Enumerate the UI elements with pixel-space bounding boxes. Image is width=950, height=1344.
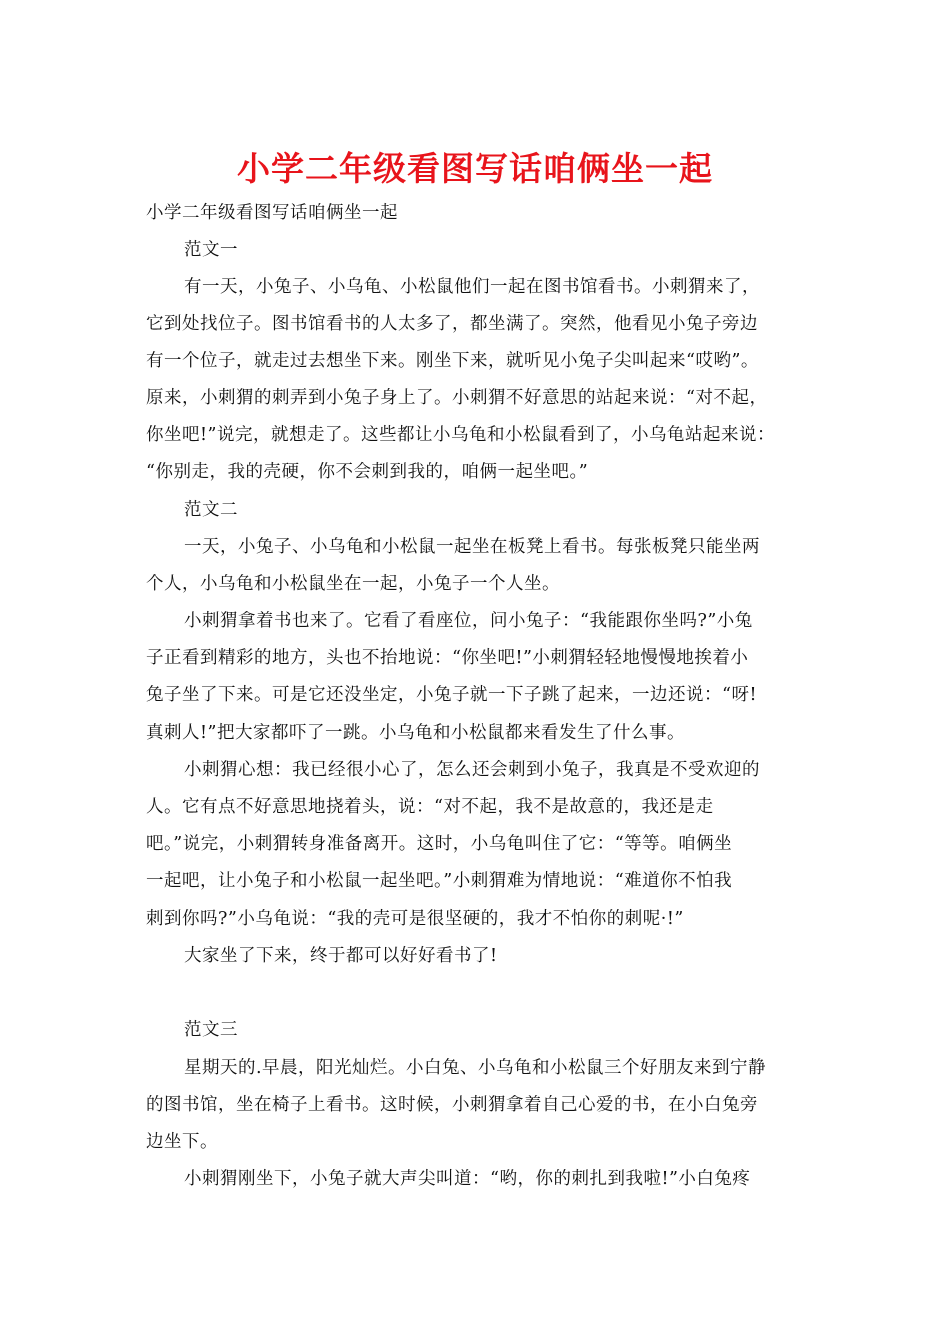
paragraph-line: 有一天，小兔子、小乌龟、小松鼠他们一起在图书馆看书。小刺猬来了， bbox=[184, 277, 760, 297]
paragraph-line: 兔子坐了下来。可是它还没坐定，小兔子就一下子跳了起来，一边还说：“呀! bbox=[146, 685, 757, 705]
paragraph-line: 小刺猬拿着书也来了。它看了看座位，问小兔子：“我能跟你坐吗?”小兔 bbox=[184, 611, 753, 631]
paragraph-line: 小刺猬刚坐下，小兔子就大声尖叫道：“哟，你的刺扎到我啦!”小白兔疼 bbox=[184, 1169, 751, 1189]
paragraph-line: 边坐下。 bbox=[146, 1132, 218, 1152]
paragraph-line: 一起吧，让小兔子和小松鼠一起坐吧。”小刺猬难为情地说：“难道你不怕我 bbox=[146, 871, 733, 891]
paragraph-line: 小刺猬心想：我已经很小心了，怎么还会刺到小兔子，我真是不受欢迎的 bbox=[184, 760, 760, 780]
paragraph-line: 一天，小兔子、小乌龟和小松鼠一起坐在板凳上看书。每张板凳只能坐两 bbox=[184, 537, 760, 557]
subtitle-line: 小学二年级看图写话咱俩坐一起 bbox=[146, 203, 398, 223]
paragraph-line: 它到处找位子。图书馆看书的人太多了，都坐满了。突然，他看见小兔子旁边 bbox=[146, 314, 758, 334]
paragraph-line: 个人，小乌龟和小松鼠坐在一起，小兔子一个人坐。 bbox=[146, 574, 560, 594]
document-title: 小学二年级看图写话咱俩坐一起 bbox=[237, 149, 713, 188]
paragraph-line: 的图书馆，坐在椅子上看书。这时候，小刺猬拿着自己心爱的书，在小白兔旁 bbox=[146, 1095, 758, 1115]
paragraph-line: 子正看到精彩的地方，头也不抬地说：“你坐吧!”小刺猬轻轻地慢慢地挨着小 bbox=[146, 648, 749, 668]
paragraph-line: 吧。”说完，小刺猬转身准备离开。这时，小乌龟叫住了它：“等等。咱俩坐 bbox=[146, 834, 733, 854]
paragraph-line: 真刺人!”把大家都吓了一跳。小乌龟和小松鼠都来看发生了什么事。 bbox=[146, 723, 685, 743]
paragraph-line: 有一个位子，就走过去想坐下来。刚坐下来，就听见小兔子尖叫起来“哎哟”。 bbox=[146, 351, 759, 371]
paragraph-line: 大家坐了下来，终于都可以好好看书了! bbox=[184, 946, 498, 966]
section-heading-1: 范文一 bbox=[184, 240, 238, 260]
section-heading-3: 范文三 bbox=[184, 1020, 238, 1040]
paragraph-line: “你别走，我的壳硬，你不会刺到我的，咱俩一起坐吧。” bbox=[146, 462, 589, 482]
paragraph-line: 刺到你吗?”小乌龟说：“我的壳可是很坚硬的，我才不怕你的刺呢·!” bbox=[146, 909, 684, 929]
paragraph-line: 原来，小刺猬的刺弄到小兔子身上了。小刺猬不好意思的站起来说：“对不起， bbox=[146, 388, 768, 408]
section-heading-2: 范文二 bbox=[184, 500, 238, 520]
paragraph-line: 星期天的.早晨，阳光灿烂。小白兔、小乌龟和小松鼠三个好朋友来到宁静 bbox=[184, 1058, 767, 1078]
paragraph-line: 你坐吧!”说完，就想走了。这些都让小乌龟和小松鼠看到了，小乌龟站起来说： bbox=[146, 425, 775, 445]
paragraph-line: 人。它有点不好意思地挠着头，说：“对不起，我不是故意的，我还是走 bbox=[146, 797, 714, 817]
